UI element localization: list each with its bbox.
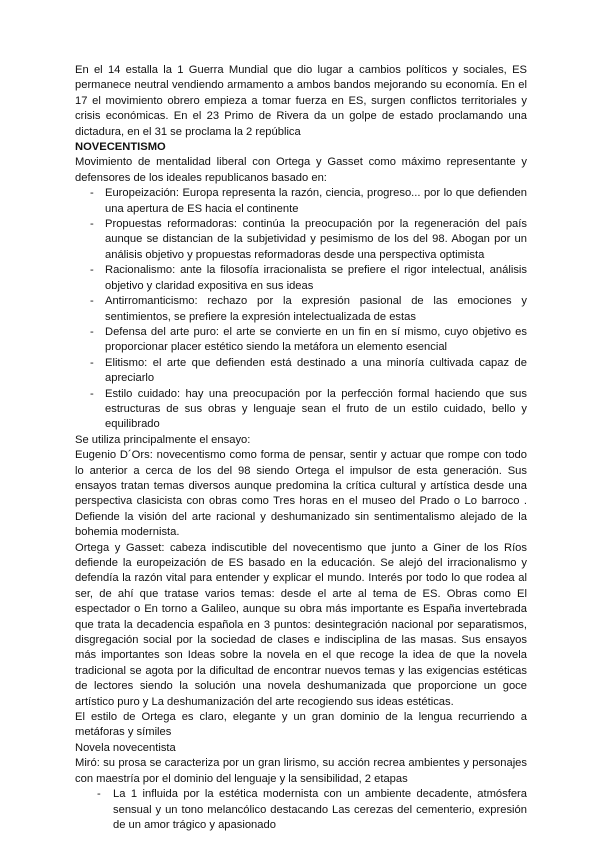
list-item [75, 787, 527, 833]
movement-description: Movimiento de mentalidad liberal con Ortega y Gasset como máximo representante y defensores de los ideales republicanos basado en: [75, 156, 527, 184]
list-item [75, 356, 527, 387]
list-item [75, 325, 527, 356]
dash-bullet: - [90, 187, 94, 200]
dash-bullet: - [90, 218, 94, 231]
document-body [75, 63, 527, 833]
miro-stages-list [75, 787, 527, 833]
list-item [75, 217, 527, 263]
list-item-text: Defensa del arte puro: el arte se convierte en un fin en sí mismo, cuyo objetivo es proporcionar placer estético siendo la metáfora un elemento esencial [105, 325, 527, 354]
list-item [75, 387, 527, 433]
section-heading: NOVECENTISMO [75, 141, 166, 154]
intro-paragraph: En el 14 estalla la 1 Guerra Mundial que dio lugar a cambios políticos y sociales, ES permanece neutral vendiendo armamento a ambos bandos mejorando su economía. En el 17 el movimiento obrero empieza a tomar fuerza en ES, surgen conflictos territoriales y crisis económicas. En el 23 Primo de Rivera da un golpe de estado proclamando una dictadura, en el 31 se proclama la 2 república [75, 64, 527, 138]
novela-heading: Novela novecentista [75, 741, 176, 754]
dash-bullet: - [90, 325, 94, 338]
list-item [75, 263, 527, 294]
list-item-text: Elitismo: el arte que defienden está destinado a una minoría cultivada capaz de apreciarlo [105, 356, 527, 385]
list-item-text: La 1 influida por la estética modernista con un ambiente decadente, atmósfera sensual y un tono melancólico destacando Las cerezas del cementerio, expresión de un amor trágico y apasionado [113, 788, 527, 831]
list-item [75, 294, 527, 325]
dash-bullet: - [90, 295, 94, 308]
list-item-text: Europeización: Europa representa la razón, ciencia, progreso... por lo que defienden una apertura de ES hacia el continente [105, 187, 527, 215]
list-item-text: Racionalismo: ante la filosofía irracionalista se prefiere el rigor intelectual, análisis objetivo y claridad expositiva en sus ideas [105, 264, 527, 292]
essay-intro: Se utiliza principalmente el ensayo: [75, 433, 251, 446]
list-item-text: Propuestas reformadoras: continúa la preocupación por la regeneración del país aunque se distancian de la subjetividad y pesimismo de los del 98. Abogan por un análisis objetivo y propuestas reformadoras desde una perspectiva optimista [105, 218, 527, 261]
ideals-list [75, 186, 527, 433]
dash-bullet: - [97, 788, 101, 801]
ortega-style-paragraph: El estilo de Ortega es claro, elegante y un gran dominio de la lengua recurriendo a metáforas y símiles [75, 711, 527, 739]
list-item [75, 186, 527, 217]
ortega-paragraph: Ortega y Gasset: cabeza indiscutible del novecentismo que junto a Giner de los Ríos defiende la europeización de ES basado en la educación. Se alejó del irracionalismo y defendía la razón vital para entender y explicar el mundo. Interés por todo lo que rodea al ser, de ahí que tratase varios temas: desde el arte al tema de ES. Obras como El espectador o En torno a Galileo, aunque su obra más importante es España invertebrada que trata la decadencia española en 3 puntos: desintegración nacional por separatismos, disgregación social por la sociedad de clases e indisciplina de las masas. Sus ensayos más importantes son Ideas sobre la novela en el que recoge la idea de que la novela tradicional se agota por la dificultad de encontrar nuevos temas y las exigencias estéticas de lectores siendo la solución una novela deshumanizada que proporcione un goce artístico puro y La deshumanización del arte recogiendo sus ideas estéticas. [75, 541, 527, 708]
list-item-text: Estilo cuidado: hay una preocupación por la perfección formal haciendo que sus estructuras de sus obras y lenguaje sean el fruto de un estilo cuidado, bello y equilibrado [105, 387, 527, 431]
dash-bullet: - [90, 264, 94, 277]
list-item-text: Antirromanticismo: rechazo por la expresión pasional de las emociones y sentimientos, se prefiere la expresión intelectualizada de estas [105, 295, 527, 323]
miro-paragraph: Miró: su prosa se caracteriza por un gran lirismo, su acción recrea ambientes y personajes con maestría por el dominio del lenguaje y la sensibilidad, 2 etapas [75, 757, 527, 785]
dash-bullet: - [90, 387, 94, 400]
eugenio-paragraph: Eugenio D´Ors: novecentismo como forma de pensar, sentir y actuar que rompe con todo lo anterior a cerca de los del 98 siendo Ortega el impulsor de esta generación. Sus ensayos tratan temas diversos aunque predomina la crítica cultural y artística desde una perspectiva clasicista con obras como Tres horas en el museo del Prado o Lo barroco . Defiende la visión del arte racional y deshumanizado sin sentimentalismo alejado de la bohemia modernista. [75, 449, 527, 539]
dash-bullet: - [90, 356, 94, 369]
